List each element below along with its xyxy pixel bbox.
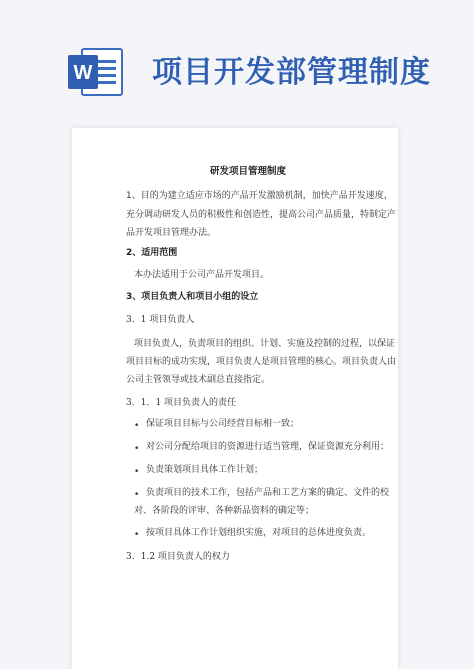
bullet-marker: •: [134, 421, 140, 431]
bullet-marker: •: [134, 530, 140, 540]
paragraph-line: 充分调动研发人员的积极性和创造性，提高公司产品质量，特制定产: [126, 210, 397, 220]
subsection-heading: 3．1.2 项目负责人的权力: [126, 552, 230, 562]
bullet-marker: •: [134, 444, 140, 454]
list-item: 负责项目的技术工作，包括产品和工艺方案的确定、文件的校: [146, 488, 390, 498]
paragraph-line: 项目负责人，负责项目的组织、计划、实施及控制的过程，以保证: [134, 339, 396, 349]
paragraph-line: 公司主管领导或技术副总直接指定。: [126, 375, 271, 385]
paragraph-line: 品开发项目管理办法。: [126, 228, 217, 238]
word-letter: W: [73, 62, 93, 84]
document-title: 研发项目管理制度: [210, 166, 287, 177]
list-item: 按项目具体工作计划组织实施，对项目的总体进度负责。: [146, 528, 372, 538]
subsection-heading: 3．1 项目负责人: [126, 315, 195, 325]
list-item-continued: 对、各阶段的评审、各种新品资料的确定等；: [134, 506, 315, 516]
list-item: 对公司分配给项目的资源进行适当管理，保证资源充分利用；: [146, 442, 390, 452]
word-document-icon: [68, 46, 128, 98]
section-heading: 3、项目负责人和项目小组的设立: [126, 292, 259, 302]
bullet-marker: •: [134, 490, 140, 500]
bullet-marker: •: [134, 467, 140, 477]
list-item: 保证项目目标与公司经营目标相一致；: [146, 419, 300, 429]
page-title: 项目开发部管理制度: [152, 55, 431, 90]
paragraph-line: 1、目的为建立适应市场的产品开发激励机制，加快产品开发速度，: [126, 191, 393, 201]
paragraph-line: 本办法适用于公司产品开发项目。: [134, 270, 270, 280]
subsection-heading: 3．1．1 项目负责人的责任: [126, 398, 237, 408]
document-page: [72, 128, 398, 669]
section-heading: 2、适用范围: [126, 248, 178, 258]
list-item: 负责策划项目具体工作计划；: [146, 465, 264, 475]
header-banner: [0, 0, 474, 120]
paragraph-line: 项目目标的成功实现，项目负责人是项目管理的核心。项目负责人由: [126, 357, 397, 367]
